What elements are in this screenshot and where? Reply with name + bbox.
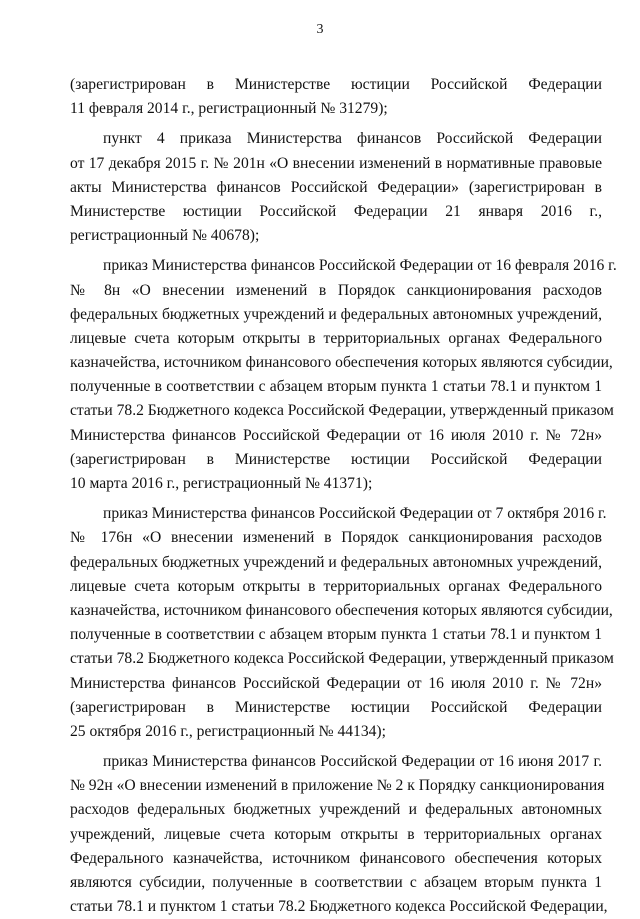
text-line: лицевые счета которым открыты в территориальных органах Федерального <box>70 329 602 347</box>
text-line: от 17 декабря 2015 г. № 201н «О внесении изменений в нормативные правовые <box>70 154 602 172</box>
text-line: статьи 78.2 Бюджетного кодекса Российской Федерации, утвержденный приказом <box>70 650 614 668</box>
text-line: являются субсидии, полученные в соответствии с абзацем вторым пункта 1 <box>70 874 602 891</box>
text-line: акты Министерства финансов Российской Федерации» (зарегистрирован в <box>70 178 602 196</box>
text-line: расходов федеральных бюджетных учреждений и федеральных автономных <box>70 801 602 819</box>
text-line: казначейства, источником финансового обеспечения которых являются субсидии, <box>70 354 613 372</box>
page-number: 3 <box>316 22 324 37</box>
text-line: Министерстве юстиции Российской Федерации 21 января 2016 г., <box>70 202 602 220</box>
text-line: Министерства финансов Российской Федерации от 16 июля 2010 г. № 72н» <box>70 426 602 444</box>
text-line: (зарегистрирован в Министерстве юстиции Российской Федерации <box>70 76 602 93</box>
text-line: № 92н «О внесении изменений в приложение № 2 к Порядку санкционирования <box>70 777 605 795</box>
text-line: № 8н «О внесении изменений в Порядок санкционирования расходов <box>70 281 602 299</box>
text-line: (зарегистрирован в Министерстве юстиции Российской Федерации <box>70 450 602 468</box>
text-line: полученные в соответствии с абзацем вторым пункта 1 статьи 78.1 и пунктом 1 <box>70 626 602 644</box>
text-line: (зарегистрирован в Министерстве юстиции Российской Федерации <box>70 698 602 716</box>
text-line: учреждений, лицевые счета которым открыты в территориальных органах <box>70 825 602 843</box>
text-line: лицевые счета которым открыты в территориальных органах Федерального <box>70 577 602 595</box>
text-line: казначейства, источником финансового обеспечения которых являются субсидии, <box>70 601 613 619</box>
document-body <box>70 73 617 919</box>
text-line: № 176н «О внесении изменений в Порядок санкционирования расходов <box>70 529 602 547</box>
text-line: 25 октября 2016 г., регистрационный № 44134); <box>70 722 386 740</box>
text-line: Министерства финансов Российской Федерации от 16 июля 2010 г. № 72н» <box>70 674 602 692</box>
paragraph-order-201n <box>70 127 602 248</box>
text-line: приказ Министерства финансов Российской Федерации от 16 февраля 2016 г. <box>103 257 617 275</box>
text-line: федеральных бюджетных учреждений и федеральных автономных учреждений, <box>70 553 603 571</box>
text-line: пункт 4 приказа Министерства финансов Российской Федерации <box>103 130 602 148</box>
text-line: 10 марта 2016 г., регистрационный № 41371); <box>70 475 373 492</box>
text-line: полученные в соответствии с абзацем вторым пункта 1 статьи 78.1 и пунктом 1 <box>70 378 602 396</box>
text-line: статьи 78.1 и пунктом 1 статьи 78.2 Бюджетного кодекса Российской Федерации, <box>70 898 608 916</box>
text-line: 11 февраля 2014 г., регистрационный № 31279); <box>70 100 388 118</box>
paragraph-order-176n <box>70 502 614 744</box>
text-line: приказ Министерства финансов Российской Федерации от 7 октября 2016 г. <box>103 505 607 523</box>
paragraph-order-92n <box>70 750 608 919</box>
paragraph-registration-31279 <box>70 73 602 121</box>
text-line: Федерального казначейства, источником финансового обеспечения которых <box>70 849 602 867</box>
paragraph-order-8n <box>70 254 617 496</box>
text-line: статьи 78.2 Бюджетного кодекса Российской Федерации, утвержденный приказом <box>70 402 614 420</box>
text-line: федеральных бюджетных учреждений и федеральных автономных учреждений, <box>70 305 603 323</box>
text-line: регистрационный № 40678); <box>70 227 260 245</box>
text-line: приказ Министерства финансов Российской Федерации от 16 июня 2017 г. <box>103 753 602 771</box>
